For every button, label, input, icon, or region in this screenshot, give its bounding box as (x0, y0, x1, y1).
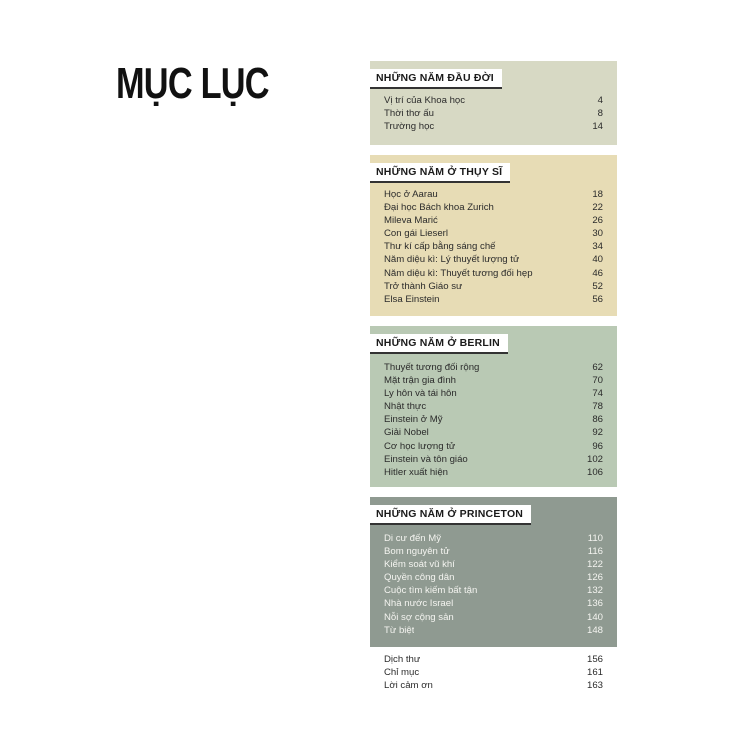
toc-entry[interactable] (384, 440, 603, 453)
toc-section-princeton (370, 497, 617, 647)
toc-entry[interactable] (384, 466, 603, 479)
entry-title: Chỉ mục (384, 667, 420, 679)
toc-entry[interactable] (384, 374, 603, 387)
entry-page: 136 (586, 598, 603, 610)
entry-title: Đại học Bách khoa Zurich (384, 202, 494, 214)
entry-page: 30 (592, 228, 603, 240)
toc-extras (384, 653, 603, 692)
entry-title: Thuyết tương đối rộng (384, 362, 480, 373)
toc-entry[interactable] (384, 558, 603, 571)
entry-title: Thời thơ ấu (384, 108, 434, 120)
entry-page: 148 (586, 624, 603, 636)
toc-entry[interactable] (384, 201, 603, 214)
entry-title: Bom nguyên tử (384, 546, 450, 558)
toc-entry[interactable] (384, 227, 603, 240)
entry-page: 14 (592, 121, 603, 133)
entry-page: 46 (592, 267, 603, 279)
toc-entry[interactable] (384, 94, 603, 107)
entry-title: Giải Nobel (384, 427, 429, 439)
entry-page: 70 (592, 375, 603, 387)
entry-title: Hitler xuất hiện (384, 466, 448, 478)
entry-title: Nhật thực (384, 401, 427, 413)
entry-page: 74 (592, 388, 603, 400)
toc-entry[interactable] (384, 679, 603, 692)
toc-entry[interactable] (384, 120, 603, 133)
entry-title: Di cư đến Mỹ (384, 533, 442, 544)
toc-entry[interactable] (384, 188, 603, 201)
entry-title: Cuộc tìm kiếm bất tận (384, 585, 478, 597)
entry-page: 161 (586, 667, 603, 679)
entry-title: Einstein ở Mỹ (384, 414, 443, 426)
entry-title: Mặt trận gia đình (384, 375, 456, 387)
entry-title: Ly hôn và tái hôn (384, 388, 457, 400)
entry-title: Lời cảm ơn (384, 680, 433, 692)
entry-page: 110 (587, 533, 603, 544)
entry-title: Trở thành Giáo sư (384, 280, 463, 292)
entry-page: 116 (587, 546, 603, 558)
entry-page: 102 (586, 453, 603, 465)
toc-entry[interactable] (384, 597, 603, 610)
toc-entry[interactable] (384, 666, 603, 679)
entry-title: Mileva Marić (384, 215, 438, 227)
entry-title: Thư kí cấp bằng sáng chế (384, 241, 496, 253)
entry-title: Nỗi sợ cộng sản (384, 611, 454, 623)
entry-page: 26 (592, 215, 603, 227)
entry-title: Năm diệu kì: Lý thuyết lượng tử (384, 254, 520, 266)
entry-page: 156 (586, 654, 603, 665)
toc-entry[interactable] (384, 280, 603, 293)
entry-title: Cơ học lượng tử (384, 440, 456, 452)
entry-page: 78 (592, 401, 603, 413)
entry-page: 122 (586, 559, 603, 571)
entry-title: Con gái Lieserl (384, 228, 448, 240)
entry-page: 18 (592, 189, 603, 200)
entry-page: 163 (586, 680, 603, 692)
entry-title: Trường học (384, 121, 435, 133)
entry-page: 132 (586, 585, 603, 597)
toc-entry[interactable] (384, 240, 603, 253)
entry-title: Học ở Aarau (384, 189, 438, 200)
entry-title: Einstein và tôn giáo (384, 453, 468, 465)
toc-entry[interactable] (384, 453, 603, 466)
toc-entry[interactable] (384, 387, 603, 400)
toc-entry[interactable] (384, 624, 603, 637)
entry-title: Năm diệu kì: Thuyết tương đối hẹp (384, 267, 533, 279)
toc-entry[interactable] (384, 400, 603, 413)
toc-entry[interactable] (384, 571, 603, 584)
entry-page: 8 (597, 108, 603, 120)
entry-page: 86 (592, 414, 603, 426)
entry-title: Elsa Einstein (384, 293, 440, 305)
section-header: NHỮNG NĂM Ở BERLIN (370, 334, 508, 354)
entry-page: 62 (592, 362, 603, 373)
entry-page: 4 (597, 95, 603, 106)
toc-entry[interactable] (384, 361, 603, 374)
entry-title: Vị trí của Khoa học (384, 95, 466, 106)
toc-entry[interactable] (384, 293, 603, 306)
toc-section-switzerland (370, 155, 617, 316)
toc-section-early-years (370, 61, 617, 145)
toc-entry[interactable] (384, 107, 603, 120)
toc-section-berlin (370, 326, 617, 487)
entry-title: Quyền công dân (384, 572, 455, 584)
toc-entry[interactable] (384, 611, 603, 624)
entry-title: Nhà nước Israel (384, 598, 454, 610)
entry-page: 56 (592, 293, 603, 305)
entry-page: 34 (592, 241, 603, 253)
entry-page: 40 (592, 254, 603, 266)
toc-entry[interactable] (384, 545, 603, 558)
toc-entry[interactable] (384, 532, 603, 545)
toc-entry[interactable] (384, 413, 603, 426)
page-title: MỤC LỤC (116, 59, 269, 108)
entry-title: Từ biệt (384, 624, 415, 636)
toc-entry[interactable] (384, 653, 603, 666)
toc-entry[interactable] (384, 267, 603, 280)
entry-page: 106 (586, 466, 603, 478)
entry-page: 140 (586, 611, 603, 623)
entry-title: Kiểm soát vũ khí (384, 559, 455, 571)
toc-entry[interactable] (384, 214, 603, 227)
entry-page: 52 (592, 280, 603, 292)
toc-entry[interactable] (384, 253, 603, 266)
entry-page: 126 (586, 572, 603, 584)
toc-entry[interactable] (384, 584, 603, 597)
entry-page: 96 (592, 440, 603, 452)
toc-entry[interactable] (384, 426, 603, 439)
entry-page: 22 (592, 202, 603, 214)
entry-page: 92 (592, 427, 603, 439)
section-header: NHỮNG NĂM Ở PRINCETON (370, 505, 531, 525)
section-header: NHỮNG NĂM Ở THỤY SĨ (370, 163, 510, 183)
entry-title: Dịch thư (384, 654, 421, 665)
section-header: NHỮNG NĂM ĐẦU ĐỜI (370, 69, 502, 89)
